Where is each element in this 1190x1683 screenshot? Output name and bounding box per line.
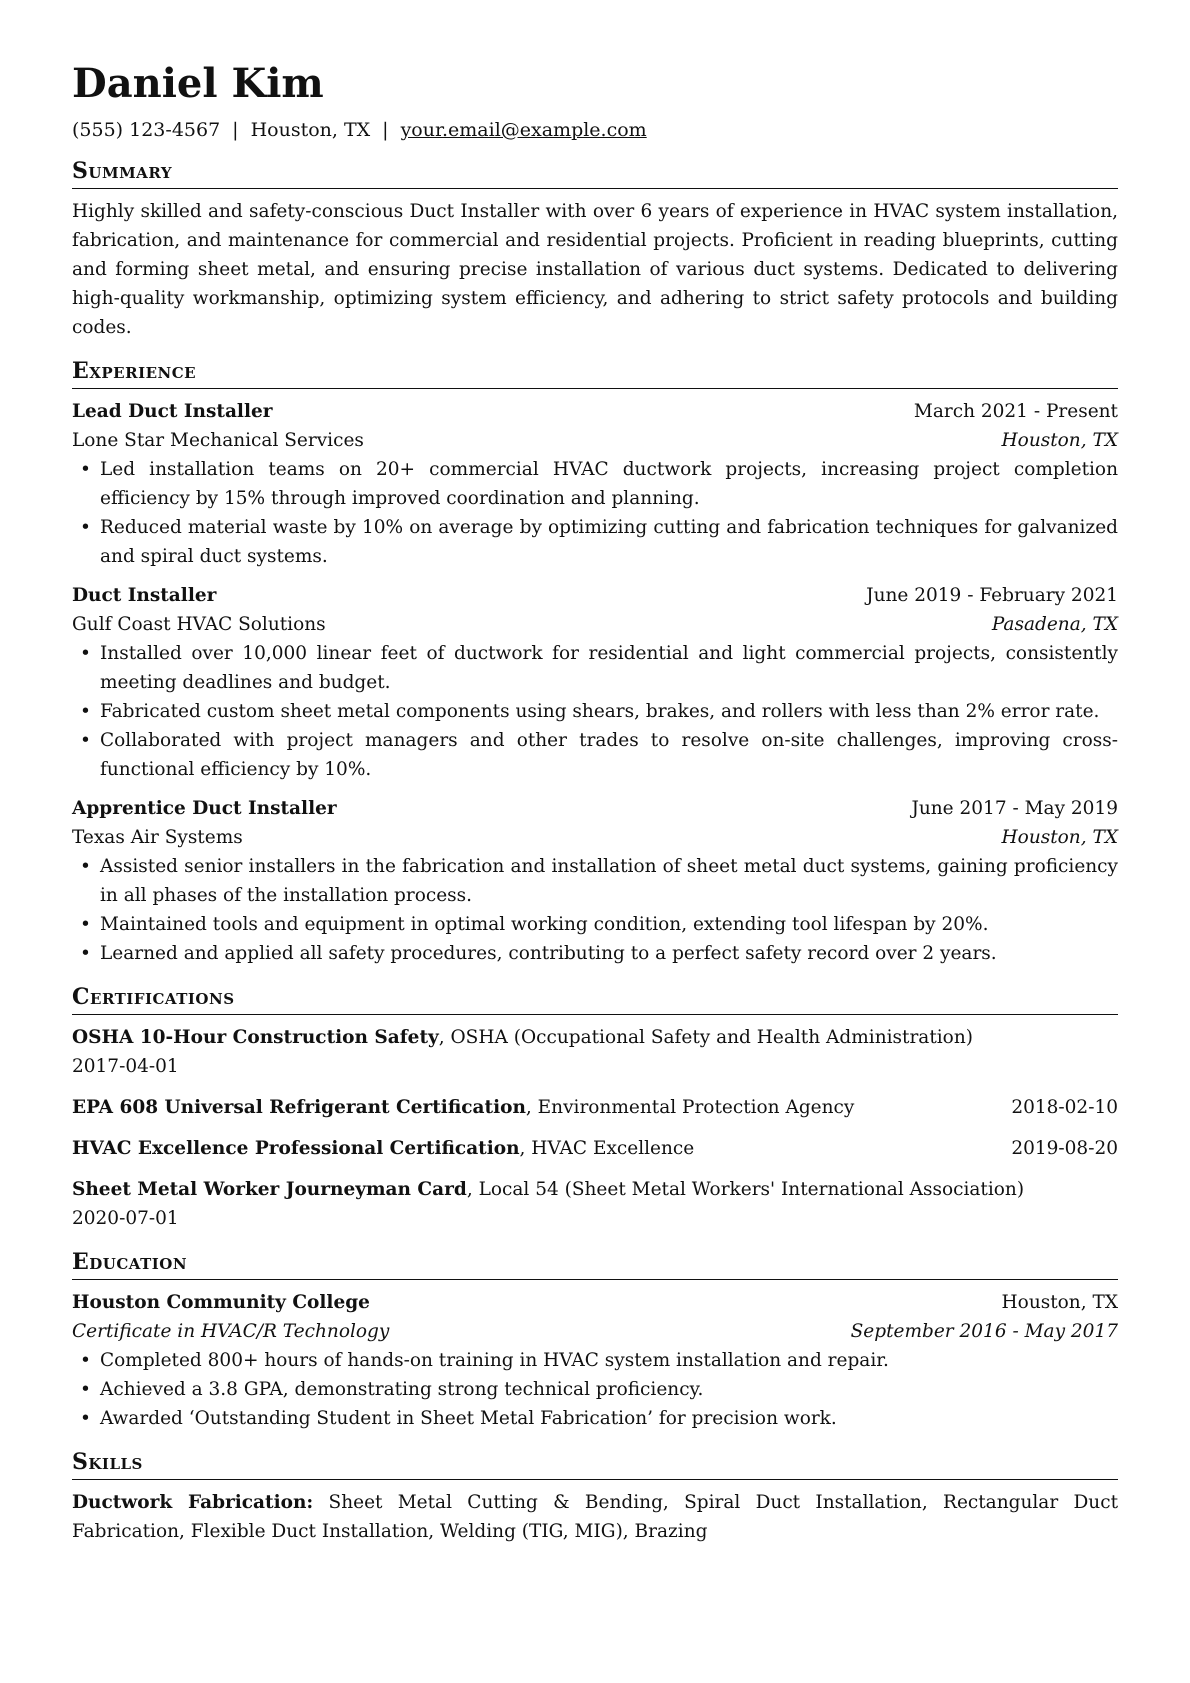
location: Houston, TX — [250, 119, 371, 141]
certification-issuer: , Environmental Protection Agency — [525, 1097, 855, 1118]
summary-section — [72, 156, 1118, 342]
certification-entry — [72, 1023, 1118, 1081]
certifications-section — [72, 982, 1118, 1233]
job-entry — [72, 581, 1118, 784]
section-title-certifications: Certifications — [72, 982, 1118, 1015]
certification-issuer: , OSHA (Occupational Safety and Health Administration) — [438, 1027, 973, 1048]
candidate-name: Daniel Kim — [72, 60, 324, 107]
list-item: • Reduced material waste by 10% on average by optimizing cutting and fabrication techniques for galvanized and spiral duct systems. — [72, 513, 1118, 571]
section-title-experience: Experience — [72, 356, 1118, 389]
job-entry — [72, 397, 1118, 571]
certification-name: EPA 608 Universal Refrigerant Certification — [72, 1097, 526, 1118]
skill-category-label: Ductwork Fabrication: — [72, 1492, 314, 1513]
list-item: • Maintained tools and equipment in optimal working condition, extending tool lifespan by 20%. — [72, 910, 1118, 939]
job-location: Houston, TX — [1001, 827, 1118, 848]
job-dates: March 2021 - Present — [913, 401, 1118, 422]
list-item: • Collaborated with project managers and other trades to resolve on-site challenges, improving cross-functional efficiency by 10%. — [72, 726, 1118, 784]
certification-date: 2019-08-20 — [1011, 1138, 1118, 1159]
certification-date: 2018-02-10 — [1011, 1097, 1118, 1118]
experience-section — [72, 356, 1118, 968]
certification-issuer: , HVAC Excellence — [519, 1138, 695, 1159]
list-item: • Awarded ‘Outstanding Student in Sheet Metal Fabrication’ for precision work. — [72, 1404, 1118, 1433]
summary-text: Highly skilled and safety-conscious Duct Installer with over 6 years of experience in HVAC system installation, fabrication, and maintenance for commercial and residential projects. Proficient in reading blueprints, cutting and forming sheet metal, and ensuring precise installation of various duct systems. Dedicated to delivering high-quality workmanship, optimizing system efficiency, and adhering to strict safety protocols and building codes. — [72, 201, 1118, 338]
skills-section — [72, 1447, 1118, 1546]
section-title-summary: Summary — [72, 156, 1118, 189]
section-title-skills: Skills — [72, 1447, 1118, 1480]
contact-line — [72, 118, 1118, 142]
company-name: Texas Air Systems — [72, 827, 243, 848]
certification-name: HVAC Excellence Professional Certification — [72, 1138, 520, 1159]
list-item: • Fabricated custom sheet metal components using shears, brakes, and rollers with less than 2% error rate. — [72, 697, 1118, 726]
job-dates: June 2019 - February 2021 — [866, 585, 1118, 606]
education-dates: September 2016 - May 2017 — [850, 1321, 1118, 1342]
list-item: • Installed over 10,000 linear feet of ductwork for residential and light commercial projects, consistently meeting deadlines and budget. — [72, 639, 1118, 697]
skill-list: Sheet Metal Cutting & Bending, Spiral Duct Installation, Rectangular Duct Fabrication, Flexible Duct Installation, Welding (TIG, MIG), Brazing — [72, 1492, 1119, 1542]
list-item: • Achieved a 3.8 GPA, demonstrating strong technical proficiency. — [72, 1375, 1118, 1404]
certification-entry — [72, 1093, 1118, 1122]
certification-name: OSHA 10-Hour Construction Safety — [72, 1027, 439, 1048]
company-name: Lone Star Mechanical Services — [72, 430, 364, 451]
job-title: Duct Installer — [72, 585, 217, 606]
separator: | — [232, 119, 239, 141]
certification-date: 2017-04-01 — [72, 1056, 179, 1077]
list-item: • Assisted senior installers in the fabrication and installation of sheet metal duct systems, gaining proficiency in all phases of the installation process. — [72, 852, 1118, 910]
education-section — [72, 1247, 1118, 1433]
certification-entry — [72, 1134, 1118, 1163]
job-entry — [72, 794, 1118, 968]
school-location: Houston, TX — [1001, 1292, 1118, 1313]
phone: (555) 123-4567 — [72, 119, 221, 141]
list-item: • Learned and applied all safety procedures, contributing to a perfect safety record over 2 years. — [72, 939, 1118, 968]
job-title: Lead Duct Installer — [72, 401, 273, 422]
certification-date: 2020-07-01 — [72, 1208, 179, 1229]
list-item: • Completed 800+ hours of hands-on training in HVAC system installation and repair. — [72, 1346, 1118, 1375]
skills-line — [72, 1488, 1118, 1546]
section-title-education: Education — [72, 1247, 1118, 1280]
job-bullets — [72, 455, 1118, 571]
education-bullets — [72, 1346, 1118, 1433]
job-location: Houston, TX — [1001, 430, 1118, 451]
certification-name: Sheet Metal Worker Journeyman Card — [72, 1179, 467, 1200]
certification-issuer: , Local 54 (Sheet Metal Workers' International Association) — [466, 1179, 1025, 1200]
job-location: Pasadena, TX — [991, 614, 1118, 635]
separator: | — [382, 119, 389, 141]
list-item: • Led installation teams on 20+ commercial HVAC ductwork projects, increasing project completion efficiency by 15% through improved coordination and planning. — [72, 455, 1118, 513]
certification-entry — [72, 1175, 1118, 1233]
school-name: Houston Community College — [72, 1292, 370, 1313]
degree-name: Certificate in HVAC/R Technology — [72, 1321, 390, 1342]
company-name: Gulf Coast HVAC Solutions — [72, 614, 326, 635]
email-link[interactable]: your.email@example.com — [400, 119, 647, 141]
job-bullets — [72, 639, 1118, 784]
job-bullets — [72, 852, 1118, 968]
job-title: Apprentice Duct Installer — [72, 798, 337, 819]
job-dates: June 2017 - May 2019 — [911, 798, 1118, 819]
